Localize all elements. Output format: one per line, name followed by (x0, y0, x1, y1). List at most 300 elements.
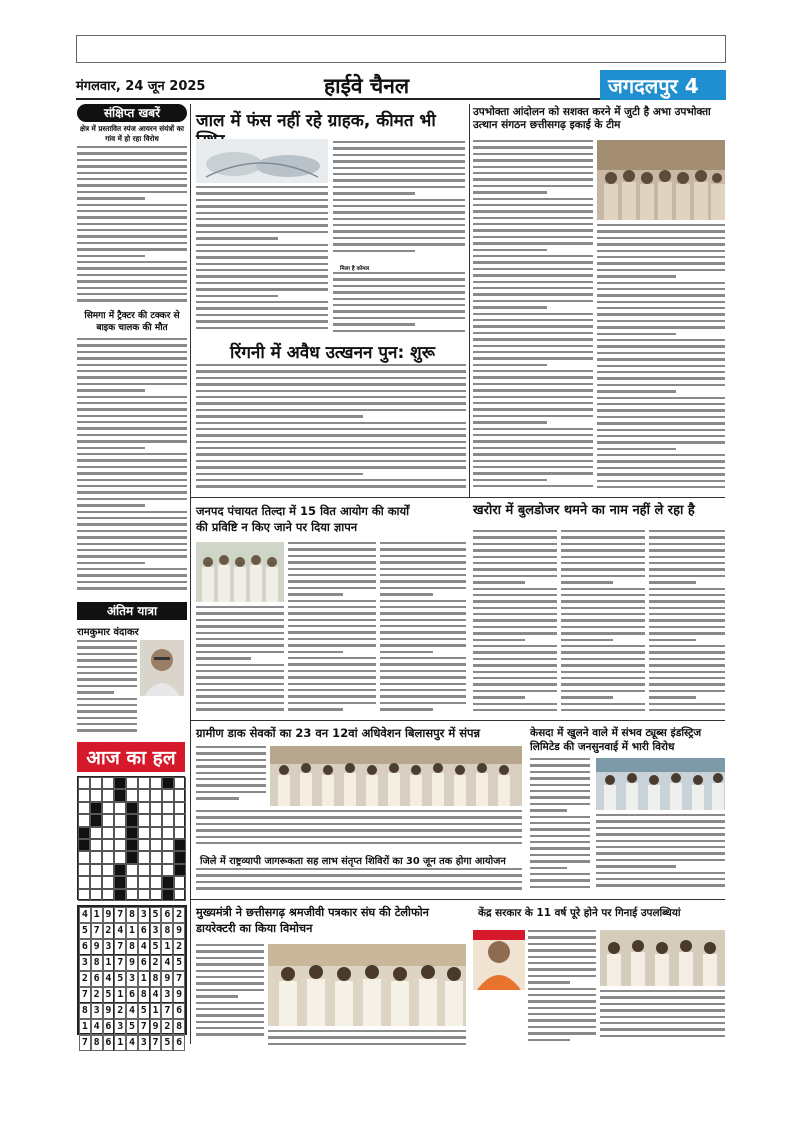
text-line (596, 820, 725, 822)
story-2-text-b (597, 224, 725, 494)
text-line (473, 460, 593, 462)
crossword-cell (78, 876, 90, 888)
text-line (77, 159, 187, 161)
text-line (196, 797, 239, 799)
text-line (77, 216, 187, 218)
text-line (473, 345, 593, 347)
text-line (473, 242, 593, 244)
text-line (380, 580, 466, 582)
text-line (77, 408, 187, 410)
text-line (528, 962, 596, 964)
text-line (473, 645, 557, 647)
text-line (473, 383, 593, 385)
text-line (196, 473, 363, 475)
text-line (196, 383, 466, 385)
text-line (288, 625, 376, 627)
text-line (473, 696, 525, 698)
text-line (473, 351, 593, 353)
text-line (528, 949, 596, 951)
text-line (530, 860, 590, 862)
text-line (77, 479, 187, 481)
sudoku-cell: 4 (91, 1019, 103, 1035)
text-line (530, 764, 590, 766)
text-line (196, 377, 466, 379)
text-line (473, 575, 557, 577)
crossword-cell (138, 827, 150, 839)
text-line (530, 854, 590, 856)
text-line (77, 370, 187, 372)
sudoku-cell: 3 (161, 987, 173, 1003)
text-line (288, 555, 376, 557)
text-line (333, 141, 465, 143)
text-line (380, 689, 466, 691)
brief-text (77, 146, 187, 306)
top-ad-box (76, 35, 726, 63)
column-rule (469, 104, 470, 497)
text-line (196, 842, 522, 844)
text-line (649, 594, 725, 596)
text-line (473, 217, 593, 219)
text-line (333, 147, 465, 149)
text-line (649, 703, 725, 705)
crossword-cell (78, 814, 90, 826)
text-line (561, 600, 645, 602)
text-line (596, 846, 725, 848)
text-line (597, 486, 725, 488)
text-line (561, 651, 645, 653)
text-line (649, 536, 725, 538)
text-line (473, 568, 557, 570)
crossword-cell (162, 827, 174, 839)
text-line (333, 250, 415, 252)
sudoku-cell: 2 (150, 955, 162, 971)
crossword-cell (78, 851, 90, 863)
crossword-cell (174, 814, 186, 826)
story-1-text-a (196, 186, 328, 336)
sudoku-cell: 9 (173, 987, 185, 1003)
text-line (77, 685, 137, 687)
text-line (77, 447, 145, 449)
text-line (473, 185, 593, 187)
text-line (196, 657, 251, 659)
text-line (597, 224, 725, 226)
text-line (77, 653, 137, 655)
text-line (77, 242, 187, 244)
text-line (473, 325, 593, 327)
crossword-cell (114, 789, 126, 801)
text-line (288, 574, 376, 576)
sudoku-cell: 9 (126, 955, 138, 971)
text-line (597, 250, 725, 252)
crossword-cell (126, 814, 138, 826)
text-line (77, 523, 187, 525)
crossword-cell (150, 827, 162, 839)
sudoku-cell: 6 (103, 1019, 115, 1035)
text-line (196, 244, 328, 246)
text-line (649, 651, 725, 653)
text-line (196, 772, 266, 774)
text-line (597, 397, 725, 399)
text-line (597, 352, 725, 354)
text-line (77, 536, 187, 538)
text-line (473, 530, 557, 532)
text-line (597, 384, 725, 386)
text-line (649, 709, 725, 711)
sudoku-cell: 1 (91, 907, 103, 923)
crossword-cell (138, 864, 150, 876)
text-line (77, 543, 187, 545)
crossword-cell (102, 827, 114, 839)
text-line (196, 963, 264, 965)
text-line (380, 561, 466, 563)
text-line (561, 677, 645, 679)
text-line (196, 778, 266, 780)
text-line (77, 574, 187, 576)
text-line (596, 840, 725, 842)
text-line (597, 390, 676, 392)
text-line (196, 651, 284, 653)
text-line (196, 982, 264, 984)
text-line (196, 810, 522, 812)
text-line (649, 626, 725, 628)
text-line (380, 663, 466, 665)
text-line (77, 421, 187, 423)
crossword-cell (126, 876, 138, 888)
text-line (77, 364, 187, 366)
crossword-cell (126, 851, 138, 863)
text-line (196, 218, 328, 220)
text-line (196, 683, 284, 685)
text-line (530, 841, 590, 843)
text-line (77, 191, 187, 193)
text-line (77, 427, 187, 429)
text-line (333, 310, 465, 312)
story-5-text-b (561, 530, 645, 716)
text-line (380, 612, 466, 614)
text-line (530, 847, 590, 849)
story-1-photo (196, 139, 328, 183)
text-line (380, 606, 466, 608)
text-line (530, 784, 590, 786)
text-line (528, 981, 570, 983)
sudoku-cell: 6 (79, 939, 91, 955)
text-line (600, 1003, 725, 1005)
crossword-cell (138, 876, 150, 888)
story-8-title: जिले में राष्ट्रव्यापी जागरूकता सह लाभ संतृप्त शिविरों का 30 जून तक होगा आयोजन (200, 856, 506, 867)
text-line (528, 988, 596, 990)
brief-heading: संक्षिप्त खबरें (77, 104, 187, 122)
text-line (530, 771, 590, 773)
text-line (196, 370, 466, 372)
tractor-text (77, 338, 187, 598)
crossword-cell (174, 851, 186, 863)
text-line (333, 224, 465, 226)
text-line (600, 1009, 725, 1011)
divider (190, 899, 725, 900)
text-line (196, 881, 522, 883)
text-line (77, 396, 187, 398)
text-line (597, 409, 725, 411)
text-line (597, 473, 725, 475)
text-line (597, 313, 725, 315)
text-line (649, 556, 725, 558)
crossword-cell (174, 876, 186, 888)
crossword-cell (162, 839, 174, 851)
text-line (196, 664, 284, 666)
text-line (530, 828, 590, 830)
text-line (649, 600, 725, 602)
text-line (333, 285, 465, 287)
sudoku-cell: 8 (150, 971, 162, 987)
page-section-title: हाईवे चैनल (324, 74, 410, 98)
text-line (473, 191, 547, 193)
text-line (600, 1016, 725, 1018)
sudoku-cell: 8 (91, 955, 103, 971)
crossword-cell (114, 827, 126, 839)
text-line (333, 323, 415, 325)
crossword-cell (162, 789, 174, 801)
text-line (196, 638, 284, 640)
text-line (288, 542, 376, 544)
sudoku-cell: 4 (161, 955, 173, 971)
text-line (600, 1028, 725, 1030)
text-line (473, 293, 593, 295)
text-line (596, 878, 725, 880)
text-line (196, 237, 278, 239)
sudoku-cell: 5 (150, 939, 162, 955)
text-line (380, 587, 466, 589)
sudoku-cell: 7 (114, 907, 126, 923)
text-line (288, 638, 376, 640)
text-line (196, 485, 466, 487)
sudoku-cell: 9 (103, 1003, 115, 1019)
text-line (597, 320, 725, 322)
crossword-cell (114, 802, 126, 814)
text-line (473, 229, 593, 231)
text-line (288, 657, 376, 659)
text-line (77, 434, 187, 436)
text-line (77, 229, 187, 231)
text-line (561, 703, 645, 705)
text-line (473, 594, 557, 596)
text-line (649, 562, 725, 564)
story-9-text-b (268, 1030, 466, 1050)
crossword-solution (77, 776, 185, 900)
text-line (196, 460, 466, 462)
text-line (473, 274, 593, 276)
text-line (288, 593, 343, 595)
text-line (597, 294, 725, 296)
text-line (196, 746, 266, 748)
text-line (196, 224, 328, 226)
crossword-cell (102, 802, 114, 814)
crossword-cell (114, 889, 126, 901)
text-line (196, 632, 284, 634)
text-line (288, 606, 376, 608)
text-line (597, 441, 725, 443)
text-line (77, 261, 187, 263)
sudoku-cell: 2 (173, 907, 185, 923)
text-line (561, 645, 645, 647)
text-line (380, 670, 466, 672)
story-7-title: केसदा में खुलने वाले में संभव ट्यूब्स इंडस्ट्रिज लिमिटेड की जनसुनवाई में भारी विरोध (530, 727, 702, 753)
text-line (473, 140, 593, 142)
text-line (196, 944, 264, 946)
text-line (268, 1030, 466, 1032)
text-line (473, 613, 557, 615)
text-line (597, 269, 725, 271)
text-line (649, 619, 725, 621)
text-line (649, 581, 696, 583)
text-line (333, 179, 465, 181)
text-line (649, 568, 725, 570)
text-line (561, 683, 645, 685)
text-line (597, 256, 725, 258)
text-line (596, 833, 725, 835)
text-line (597, 358, 725, 360)
issue-date: मंगलवार, 24 जून 2025 (76, 79, 206, 94)
text-line (333, 173, 465, 175)
text-line (77, 184, 187, 186)
text-line (649, 588, 725, 590)
text-line (600, 996, 725, 998)
text-line (288, 695, 376, 697)
text-line (288, 548, 376, 550)
sudoku-cell: 6 (91, 971, 103, 987)
crossword-cell (102, 777, 114, 789)
text-line (380, 695, 466, 697)
text-line (473, 428, 593, 430)
text-line (196, 415, 363, 417)
sudoku-cell: 2 (114, 1003, 126, 1019)
text-line (649, 639, 696, 641)
text-line (333, 304, 465, 306)
text-line (528, 943, 596, 945)
text-line (268, 1043, 466, 1045)
text-line (333, 330, 465, 332)
text-line (196, 1014, 264, 1016)
text-line (380, 657, 466, 659)
text-line (473, 357, 593, 359)
sudoku-cell: 8 (173, 1019, 185, 1035)
brief-subheading: क्षेत्र में प्रस्तावित स्पंज आयरन संयंत्रों का गांव में हो रहा विरोध (79, 124, 185, 143)
text-line (77, 587, 187, 589)
text-line (561, 696, 613, 698)
text-line (196, 676, 284, 678)
story-2-photo (597, 140, 725, 220)
crossword-cell (138, 789, 150, 801)
sudoku-cell: 3 (138, 1035, 150, 1051)
text-line (473, 402, 593, 404)
story-10-group-photo (600, 930, 725, 986)
crossword-cell (174, 789, 186, 801)
crossword-cell (162, 814, 174, 826)
text-line (77, 511, 187, 513)
column-rule (190, 104, 191, 1044)
sudoku-cell: 3 (138, 907, 150, 923)
text-line (561, 619, 645, 621)
text-line (597, 326, 725, 328)
text-line (77, 698, 137, 700)
text-line (530, 758, 590, 760)
text-line (77, 152, 187, 154)
text-line (196, 957, 264, 959)
text-line (473, 466, 593, 468)
text-line (380, 555, 466, 557)
text-line (77, 562, 145, 564)
story-6-photo (270, 746, 522, 806)
sudoku-cell: 6 (161, 907, 173, 923)
text-line (473, 447, 593, 449)
crossword-cell (174, 839, 186, 851)
text-line (473, 690, 557, 692)
text-line (649, 683, 725, 685)
text-line (596, 865, 676, 867)
text-line (77, 255, 145, 257)
text-line (473, 415, 593, 417)
sudoku-cell: 5 (150, 907, 162, 923)
text-line (597, 403, 725, 405)
text-line (77, 223, 187, 225)
crossword-cell (174, 777, 186, 789)
crossword-cell (138, 777, 150, 789)
crossword-cell (90, 864, 102, 876)
sudoku-cell: 5 (161, 1035, 173, 1051)
text-line (77, 280, 187, 282)
text-line (77, 472, 187, 474)
story-4-photo (196, 542, 284, 602)
text-line (196, 364, 466, 366)
sudoku-cell: 7 (114, 939, 126, 955)
sudoku-cell: 9 (150, 1019, 162, 1035)
text-line (473, 146, 593, 148)
text-line (333, 278, 465, 280)
sudoku-cell: 5 (126, 1019, 138, 1035)
text-line (77, 383, 187, 385)
text-line (288, 670, 376, 672)
sudoku-cell: 7 (173, 971, 185, 987)
text-line (561, 709, 645, 711)
sudoku-cell: 2 (79, 971, 91, 987)
text-line (530, 822, 590, 824)
text-line (288, 587, 376, 589)
sudoku-cell: 9 (173, 923, 185, 939)
text-line (473, 619, 557, 621)
text-line (77, 459, 187, 461)
sudoku-cell: 8 (79, 1003, 91, 1019)
story-8-text (196, 868, 522, 896)
text-line (473, 370, 593, 372)
text-line (561, 581, 613, 583)
sudoku-cell: 8 (126, 907, 138, 923)
text-line (473, 683, 557, 685)
text-line (473, 204, 593, 206)
sudoku-cell: 2 (173, 939, 185, 955)
text-line (196, 441, 466, 443)
text-line (597, 422, 725, 424)
text-line (196, 887, 522, 889)
text-line (597, 416, 725, 418)
text-line (196, 250, 328, 252)
text-line (77, 172, 187, 174)
text-line (528, 1000, 596, 1002)
text-line (77, 287, 187, 289)
text-line (77, 235, 187, 237)
crossword-cell (162, 876, 174, 888)
crossword-cell (78, 889, 90, 901)
text-line (649, 671, 725, 673)
text-line (530, 873, 590, 875)
